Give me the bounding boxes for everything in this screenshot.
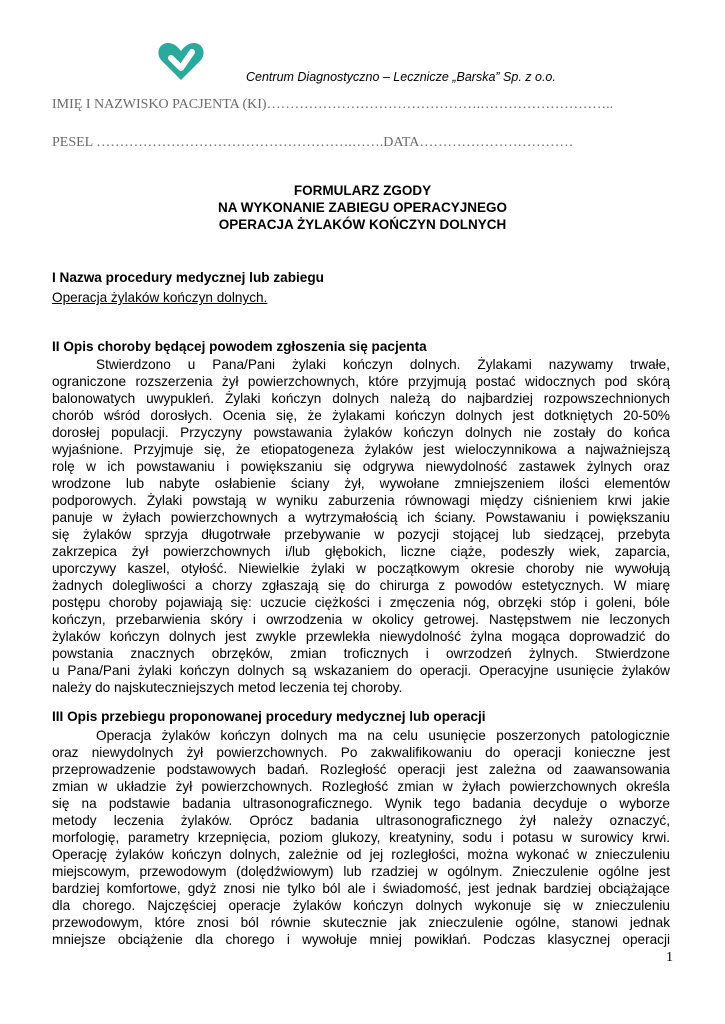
paragraph-line: żylaków kończyn dolnych jest zwykle przewlekła niewydolność żylna mogąca doprowadzić do [52, 629, 670, 644]
paragraph-line: u Pana/Pani żylaki kończyn dolnych są wskazaniem do operacji. Operacyjne usunięcie żylaków [52, 663, 670, 678]
paragraph-line: rolę w ich powstawaniu i powiększaniu się odgrywa niewydolność zastawek żylnych oraz [52, 459, 670, 474]
form-title [0, 182, 725, 233]
paragraph-line: ograniczone rozszerzenia żył powierzchownych, które przyjmują postać widocznych pod skórą [52, 374, 670, 389]
paragraph-line: dorosłej populacji. Przyczyny powstawania żylaków kończyn dolnych nie zostały do końca [52, 425, 670, 440]
paragraph-line: wyjaśnione. Przyjmuje się, że etiopatogeneza żylaków jest wieloczynnikowa a najważniejszą [52, 442, 670, 457]
section-2-heading: II Opis choroby będącej powodem zgłoszenia się pacjenta [52, 339, 427, 354]
paragraph-line: wrodzone lub nabyte osłabienie ściany żył, wywołane zmniejszeniem ilości elementów [52, 476, 670, 491]
paragraph-line: przeprowadzenie podstawowych badań. Rozległość operacji jest zależna od zaawansowania [52, 762, 670, 777]
page-number: 1 [666, 950, 673, 965]
paragraph-line: miejscowym, przewodowym (dolędźwiowym) lub rzadziej w ogólnym. Znieczulenie ogólne jest [52, 864, 670, 879]
patient-name-field: IMIĘ I NAZWISKO PACJENTA (KI)……………………………………….……………………….. [52, 97, 614, 112]
paragraph-line: panuje w żyłach powierzchownych a wytrzymałością ich ściany. Powstawaniu i powiększaniu [52, 510, 670, 525]
section-2-body [52, 356, 670, 696]
heart-logo-icon [156, 40, 206, 82]
paragraph-line: chorób wśród dorosłych. Ocenia się, że żylakami kończyn dolnych jest dotkniętych 20-50% [52, 408, 670, 423]
paragraph-line: należy do najskuteczniejszych metod leczenia tej choroby. [52, 680, 403, 695]
paragraph-line: się żylaków sprzyja długotrwałe przebywanie w pozycji stojącej lub siedzącej, przebyta [52, 527, 670, 542]
paragraph-line: morfologię, parametry krzepnięcia, poziom glukozy, kreatyniny, sodu i potasu w surowicy krwi. [52, 830, 670, 845]
paragraph-line: przewodowym, które znosi ból równie skutecznie jak znieczulenie ogólne, stanowi jednak [52, 915, 670, 930]
paragraph-line: podporowych. Żylaki powstają w wyniku zaburzenia równowagi między ciśnieniem krwi jakie [52, 493, 670, 508]
paragraph-line: bardziej komfortowe, gdyż znosi nie tylko ból ale i świadomość, jest jednak bardziej obciążające [52, 881, 670, 896]
paragraph-line: Operację żylaków kończyn dolnych, zależnie od jej rozległości, można wykonać w znieczuleniu [52, 847, 670, 862]
procedure-name: Operacja żylaków kończyn dolnych. [52, 290, 268, 305]
paragraph-line: mniejsze obciążenie dla chorego i wywołuje mniej powikłań. Podczas klasycznej operacji [52, 932, 670, 947]
section-3-heading: III Opis przebiegu proponowanej procedury medycznej lub operacji [52, 709, 486, 724]
paragraph-line: się na podstawie badania ultrasonograficznego. Wynik tego badania decyduje o wyborze [52, 796, 670, 811]
paragraph-line: zakrzepica żył powierzchownych i/lub głębokich, liczne ciąże, podeszły wiek, zaparcia, [52, 544, 670, 559]
paragraph-line: oraz niewydolnych żył powierzchownych. Po zakwalifikowaniu do operacji konieczne jest [52, 745, 670, 760]
paragraph-line: Operacja żylaków kończyn dolnych ma na celu usunięcie poszerzonych patologicznie [96, 728, 670, 743]
paragraph-line: żadnych dolegliwości a chorzy zgłaszają się do chirurga z powodów estetycznych. W miarę [52, 578, 670, 593]
paragraph-line: postępu choroby pojawiają się: uczucie ciężkości i zmęczenia nóg, obrzęki stóp i goleni, bóle [52, 595, 670, 610]
paragraph-line: uporczywy kaszel, otyłość. Niewielkie żylaki w początkowym okresie choroby nie wywołują [52, 561, 670, 576]
paragraph-line: powstania znacznych obrzęków, zmian troficznych i owrzodzeń żylnych. Stwierdzone [52, 646, 670, 661]
paragraph-line: Stwierdzono u Pana/Pani żylaki kończyn dolnych. Żylakami nazywamy trwałe, [96, 357, 670, 372]
paragraph-line: metody leczenia żylaków. Oprócz badania ultrasonograficznego żył należy oznaczyć, [52, 813, 670, 828]
company-name: Centrum Diagnostyczno – Lecznicze „Barska” Sp. z o.o. [246, 70, 556, 84]
paragraph-line: zmian w układzie żył powierzchownych. Rozległość zmian w żyłach powierzchownych określa [52, 779, 670, 794]
pesel-date-field: PESEL ……………………………………………….…….DATA…………………………… [52, 135, 574, 150]
section-3-body [52, 727, 670, 948]
section-1-heading: I Nazwa procedury medycznej lub zabiegu [52, 270, 324, 285]
paragraph-line: balonowatych uwypukleń. Żylaki kończyn dolnych należą do najbardziej rozpowszechnionych [52, 391, 670, 406]
title-line-1: FORMULARZ ZGODY [293, 183, 432, 198]
paragraph-line: dla chorego. Najczęściej operacje żylaków kończyn dolnych wykonuje się w znieczuleniu [52, 898, 670, 913]
title-line-3: OPERACJA ŻYLAKÓW KOŃCZYN DOLNYCH [218, 217, 507, 232]
paragraph-line: kończyn, przebarwienia skóry i owrzodzenia w okolicy getrowej. Następstwem nie leczonych [52, 612, 670, 627]
title-line-2: NA WYKONANIE ZABIEGU OPERACYJNEGO [217, 200, 508, 215]
